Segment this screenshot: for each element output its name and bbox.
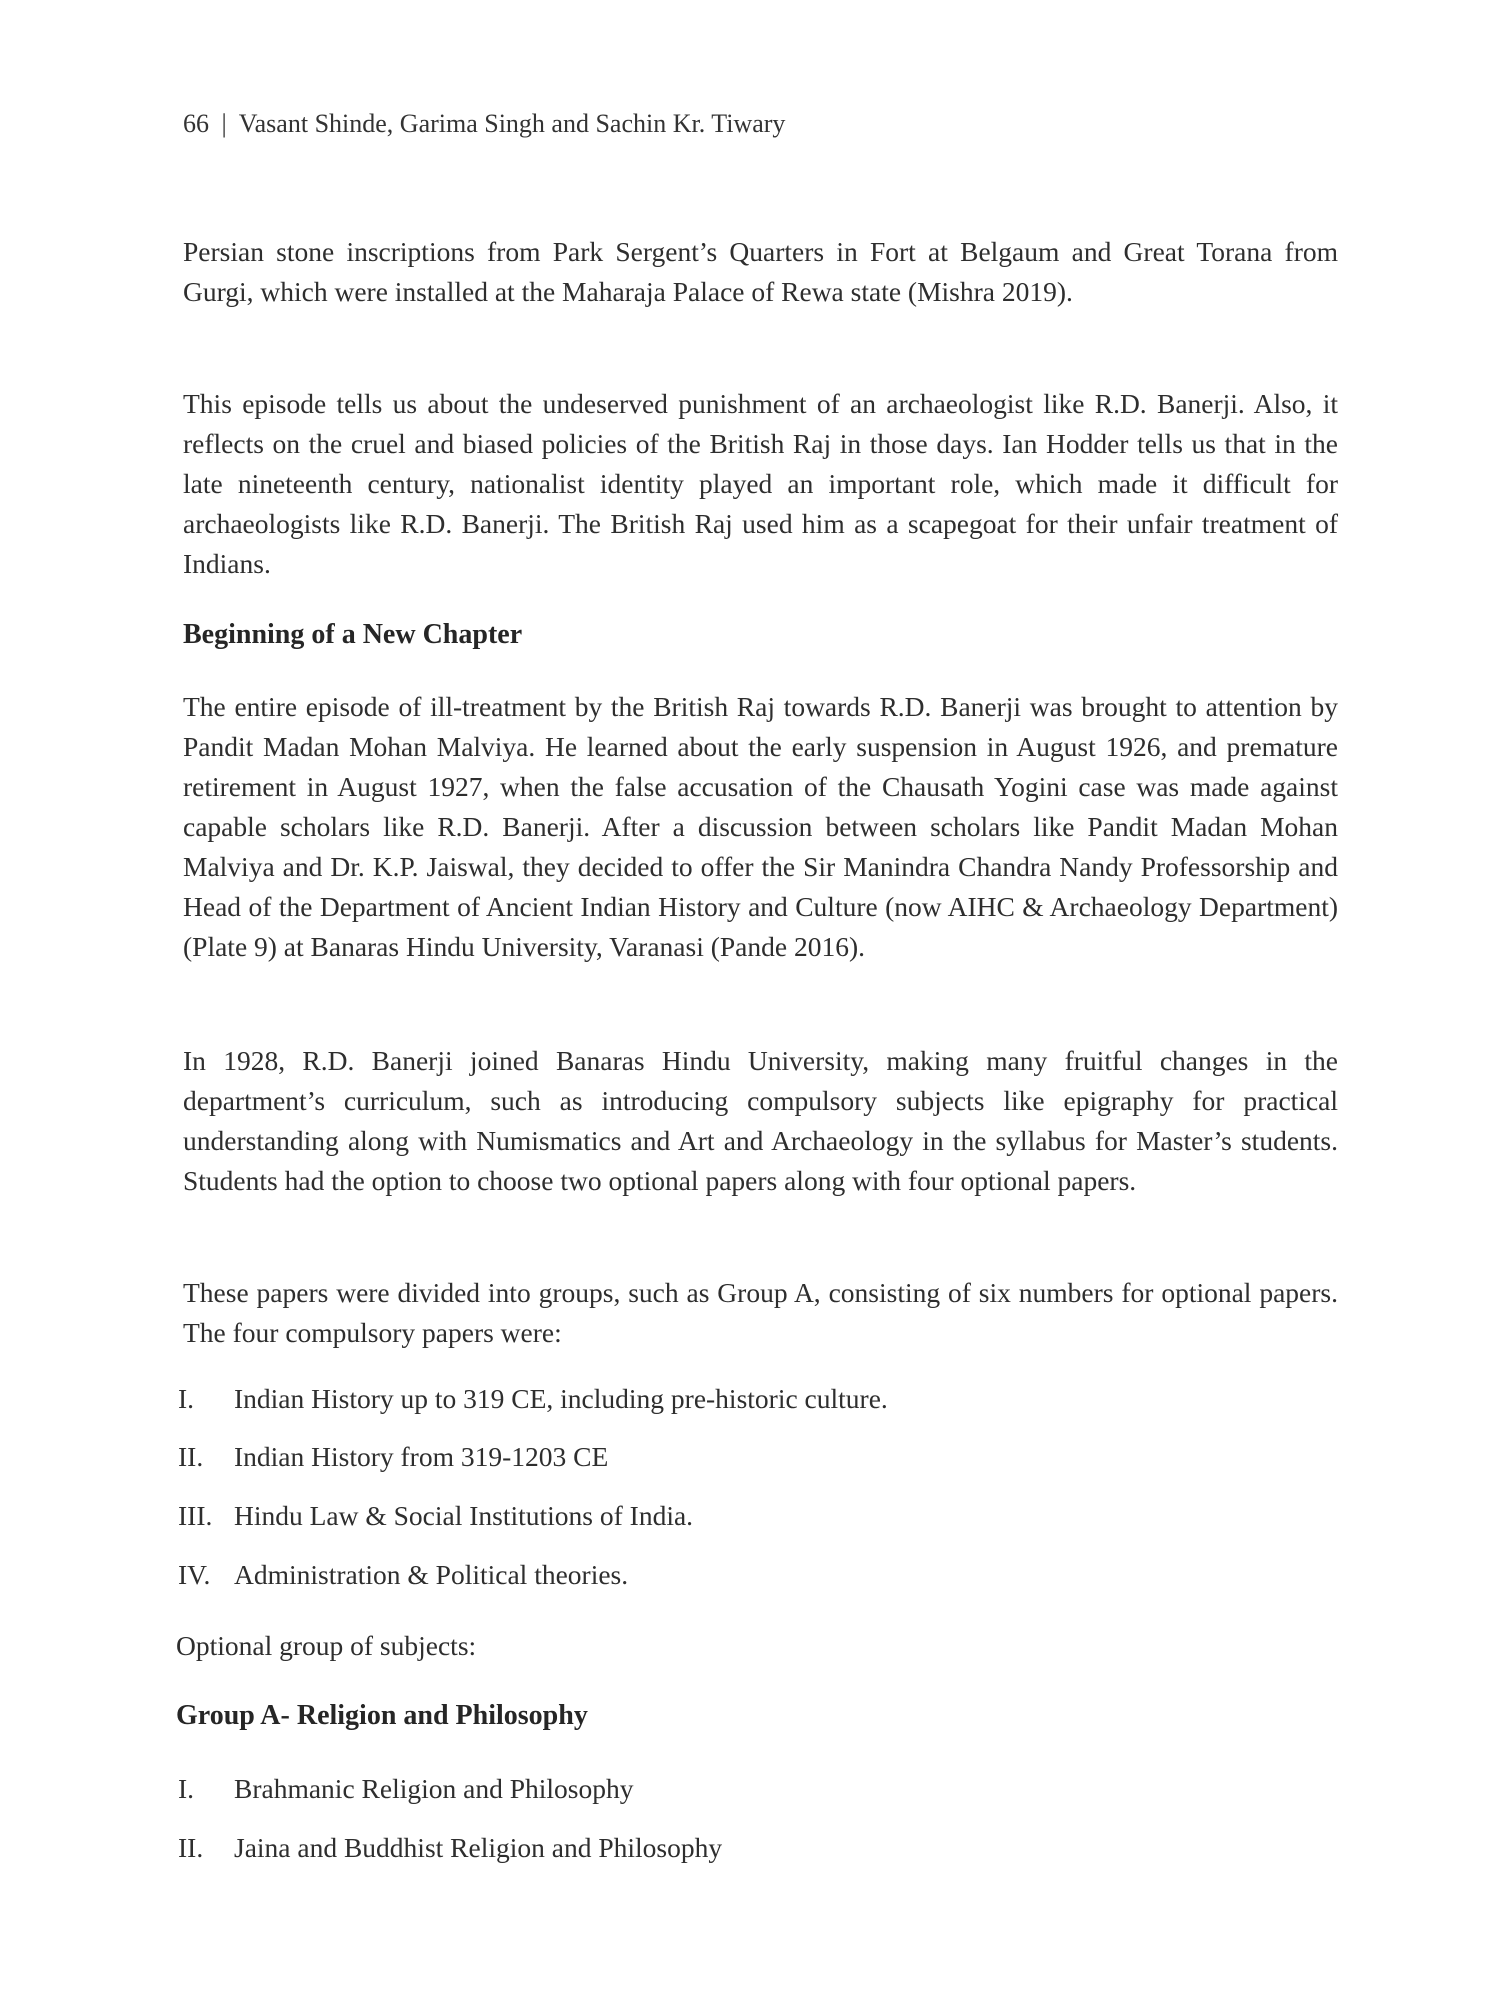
optional-group-intro: Optional group of subjects: [176,1630,477,1661]
running-header [183,108,785,140]
compulsory-paper-item: II. Indian History from 319-1203 CE [178,1441,609,1472]
paragraph-undeserved-punishment: This episode tells us about the undeserved punishment of an archaeologist like R.D. Banerji. Also, it reflects on the cruel and biased policies of the British Raj in those days. Ian Hodder tells us that in the late nineteenth century, nationalist identity played an important role, which made it difficult for archaeologists like R.D. Banerji. The British Raj used him as a scapegoat for their unfair treatment of Indians. [183,388,1338,579]
paragraph-paper-groups: These papers were divided into groups, such as Group A, consisting of six numbers for optional papers. The four compulsory papers were: [183,1277,1338,1348]
group-a-subject-item: II. Jaina and Buddhist Religion and Philosophy [178,1832,723,1863]
header-authors: Vasant Shinde, Garima Singh and Sachin Kr. Tiwary [238,109,786,138]
heading-group-a: Group A- Religion and Philosophy [176,1700,588,1731]
heading-new-chapter: Beginning of a New Chapter [183,619,523,650]
group-a-subject-item: I. Brahmanic Religion and Philosophy [178,1773,634,1804]
compulsory-paper-item: III. Hindu Law & Social Institutions of India. [178,1500,694,1531]
paragraph-ill-treatment: The entire episode of ill-treatment by the British Raj towards R.D. Banerji was brought to attention by Pandit Madan Mohan Malviya. He learned about the early suspension in August 1926, and premature retirement in August 1927, when the false accusation of the Chausath Yogini case was made against capable scholars like R.D. Banerji. After a discussion between scholars like Pandit Madan Mohan Malviya and Dr. K.P. Jaiswal, they decided to offer the Sir Manindra Chandra Nandy Professorship and Head of the Department of Ancient Indian History and Culture (now AIHC & Archaeology Department) (Plate 9) at Banaras Hindu University, Varanasi (Pande 2016). [183,691,1338,962]
paragraph-joined-bhu: In 1928, R.D. Banerji joined Banaras Hindu University, making many fruitful changes in the department’s curriculum, such as introducing compulsory subjects like epigraphy for practical understanding along with Numismatics and Art and Archaeology in the syllabus for Master’s students. Students had the option to choose two optional papers along with four optional papers. [183,1045,1338,1196]
compulsory-paper-item: IV. Administration & Political theories. [178,1559,629,1590]
header-separator: | [221,109,227,138]
paragraph-persian-inscriptions: Persian stone inscriptions from Park Sergent’s Quarters in Fort at Belgaum and Great Torana from Gurgi, which were installed at the Maharaja Palace of Rewa state (Mishra 2019). [183,236,1338,307]
compulsory-paper-item: I. Indian History up to 319 CE, including pre-historic culture. [178,1383,888,1414]
page-number: 66 [183,109,209,138]
